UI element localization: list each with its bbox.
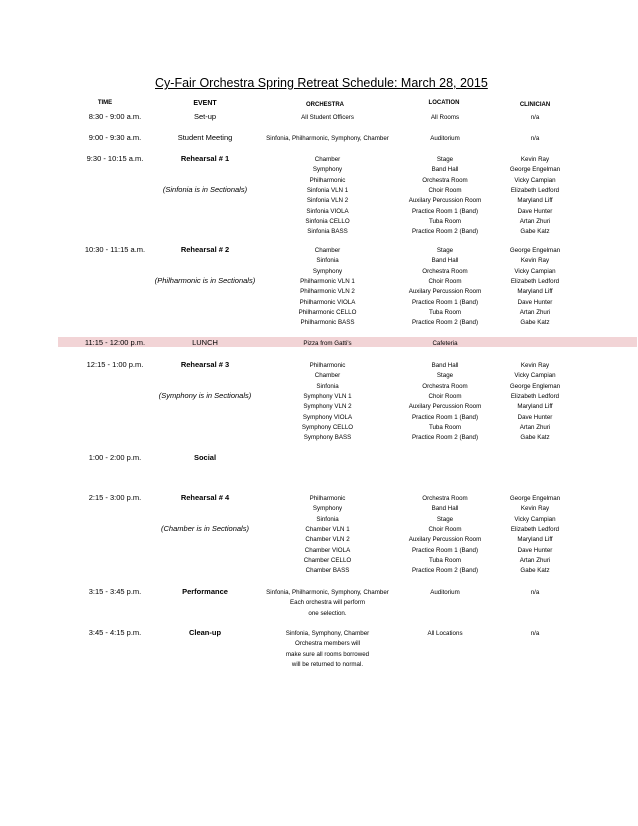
event-note: (Symphony is in Sectionals) <box>158 391 252 400</box>
event-cell: Social <box>193 453 217 462</box>
location-entry: Stage <box>436 372 454 380</box>
location-entry: Auxilary Percussion Room <box>408 197 482 205</box>
event-cell: Student Meeting <box>177 133 233 142</box>
time-cell: 11:15 - 12:00 p.m. <box>84 338 146 347</box>
orchestra-entry: Symphony <box>312 505 343 513</box>
event-cell: Set-up <box>193 112 217 121</box>
location-entry: Practice Room 1 (Band) <box>411 298 479 306</box>
orchestra-entry: Sinfonia BASS <box>307 228 348 236</box>
header-location: LOCATION <box>428 100 460 106</box>
header-orchestra: ORCHESTRA <box>305 102 344 108</box>
location-entry: Auditorium <box>430 135 460 142</box>
clinician-entry: Elizabeth Ledford <box>510 277 560 285</box>
time-cell: 8:30 - 9:00 a.m. <box>88 112 142 121</box>
clinician-entry: Dave Hunter <box>517 546 553 554</box>
location-entry: Tuba Room <box>428 217 462 225</box>
event-cell: Performance <box>182 587 228 596</box>
clinician-entry: Kevin Ray <box>520 257 550 265</box>
location-entry: Practice Room 2 (Band) <box>411 319 479 327</box>
location-entry: Auditorium <box>430 589 460 596</box>
clinician-entry: Vicky Campian <box>514 176 556 184</box>
orchestra-entry: Philharmonic VIOLA <box>299 298 356 306</box>
clinician-entry: Artan Zhuri <box>519 423 551 431</box>
orchestra-entry: Philharmonic CELLO <box>298 308 357 316</box>
location-entry: Orchestra Room <box>422 176 468 184</box>
header-event: EVENT <box>193 100 217 107</box>
clinician-entry: Gabe Katz <box>520 434 550 442</box>
orchestra-entry: Chamber <box>314 372 341 380</box>
clinician-entry: Dave Hunter <box>517 298 553 306</box>
location-entry: All Rooms <box>430 114 460 121</box>
location-entry: Stage <box>436 515 454 523</box>
time-cell: 12:15 - 1:00 p.m. <box>86 360 144 369</box>
clinician-entry: n/a <box>530 589 540 596</box>
clinician-entry: Dave Hunter <box>517 207 553 215</box>
location-entry: Practice Room 2 (Band) <box>411 434 479 442</box>
clinician-entry: Artan Zhuri <box>519 308 551 316</box>
orchestra-entry: Sinfonia <box>316 515 339 523</box>
event-note: (Chamber is in Sectionals) <box>161 524 249 533</box>
header-time: TIME <box>97 100 113 106</box>
event-cell: Rehearsal # 2 <box>180 245 230 254</box>
location-entry: Choir Room <box>428 277 462 285</box>
orchestra-entry: will be returned to normal. <box>291 660 364 668</box>
orchestra-entry: Symphony VLN 2 <box>303 403 352 411</box>
orchestra-entry: Sinfonia CELLO <box>305 217 350 225</box>
clinician-entry: Kevin Ray <box>520 362 550 369</box>
event-cell: LUNCH <box>192 338 218 347</box>
clinician-entry: Vicky Campian <box>514 372 556 380</box>
orchestra-entry: Symphony <box>312 267 343 275</box>
orchestra-entry: Sinfonia <box>316 382 339 390</box>
orchestra-entry: Chamber <box>314 247 341 254</box>
orchestra-entry: Chamber VLN 2 <box>305 536 350 544</box>
location-entry: Auxilary Percussion Room <box>408 288 482 296</box>
location-entry: Cafeteria <box>432 340 458 347</box>
location-entry: Tuba Room <box>428 556 462 564</box>
clinician-entry: Vicky Campian <box>514 515 556 523</box>
location-entry: Orchestra Room <box>422 267 468 275</box>
time-cell: 3:45 - 4:15 p.m. <box>88 628 142 637</box>
clinician-entry: Dave Hunter <box>517 413 553 421</box>
clinician-entry: n/a <box>530 135 540 142</box>
location-entry: Practice Room 1 (Band) <box>411 546 479 554</box>
clinician-entry: Gabe Katz <box>520 567 550 575</box>
orchestra-entry: make sure all rooms borrowed <box>285 650 370 658</box>
time-cell: 2:15 - 3:00 p.m. <box>88 493 142 502</box>
orchestra-entry: Pizza from Gatti's <box>303 340 352 347</box>
event-note: (Philharmonic is in Sectionals) <box>154 276 256 285</box>
time-cell: 1:00 - 2:00 p.m. <box>88 453 142 462</box>
time-cell: 10:30 - 11:15 a.m. <box>84 245 146 254</box>
orchestra-entry: one selection. <box>308 609 347 617</box>
event-cell: Rehearsal # 4 <box>180 493 230 502</box>
event-note: (Sinfonia is in Sectionals) <box>162 185 248 194</box>
header-clinician: CLINICIAN <box>519 102 551 108</box>
clinician-entry: Maryland Liff <box>517 197 553 205</box>
location-entry: Practice Room 1 (Band) <box>411 413 479 421</box>
orchestra-entry: Symphony VLN 1 <box>303 392 352 400</box>
orchestra-entry: Symphony <box>312 166 343 174</box>
orchestra-entry: Orchestra members will <box>295 640 360 648</box>
location-entry: Band Hall <box>431 257 459 265</box>
clinician-entry: Kevin Ray <box>520 505 550 513</box>
location-entry: Practice Room 1 (Band) <box>411 207 479 215</box>
orchestra-entry: Sinfonia, Philharmonic, Symphony, Chamber <box>266 589 389 596</box>
orchestra-entry: All Student Officers <box>301 114 354 121</box>
location-entry: Orchestra Room <box>422 382 468 390</box>
location-entry: Auxilary Percussion Room <box>408 403 482 411</box>
orchestra-entry: Sinfonia, Philharmonic, Symphony, Chamber <box>266 135 389 142</box>
clinician-entry: Maryland Liff <box>517 403 553 411</box>
location-entry: Practice Room 2 (Band) <box>411 228 479 236</box>
location-entry: Tuba Room <box>428 423 462 431</box>
orchestra-entry: Philharmonic <box>309 362 346 369</box>
orchestra-entry: Sinfonia <box>316 257 339 265</box>
orchestra-entry: Chamber VLN 1 <box>305 525 350 533</box>
orchestra-entry: Sinfonia VLN 1 <box>306 186 349 194</box>
orchestra-entry: Chamber BASS <box>305 567 350 575</box>
clinician-entry: Elizabeth Ledford <box>510 186 560 194</box>
clinician-entry: Maryland Liff <box>517 536 553 544</box>
clinician-entry: Gabe Katz <box>520 228 550 236</box>
location-entry: Choir Room <box>428 392 462 400</box>
time-cell: 9:30 - 10:15 a.m. <box>86 154 144 163</box>
clinician-entry: George Engelman <box>509 247 561 254</box>
clinician-entry: Vicky Campian <box>514 267 556 275</box>
orchestra-entry: Philharmonic VLN 1 <box>300 277 355 285</box>
location-entry: Choir Room <box>428 525 462 533</box>
time-cell: 9:00 - 9:30 a.m. <box>88 133 142 142</box>
location-entry: Band Hall <box>431 362 459 369</box>
location-entry: Band Hall <box>431 505 459 513</box>
location-entry: Choir Room <box>428 186 462 194</box>
clinician-entry: Artan Zhuri <box>519 217 551 225</box>
location-entry: Tuba Room <box>428 308 462 316</box>
location-entry: Orchestra Room <box>422 495 468 502</box>
orchestra-entry: Philharmonic <box>309 495 346 502</box>
orchestra-entry: Philharmonic BASS <box>300 319 355 327</box>
clinician-entry: George Engleman <box>509 382 561 390</box>
clinician-entry: George Engelman <box>509 495 561 502</box>
location-entry: Band Hall <box>431 166 459 174</box>
clinician-entry: n/a <box>530 114 540 121</box>
location-entry: Stage <box>436 247 454 254</box>
clinician-entry: Kevin Ray <box>520 156 550 163</box>
orchestra-entry: Chamber <box>314 156 341 163</box>
location-entry: All Locations <box>427 630 463 637</box>
clinician-entry: Elizabeth Ledford <box>510 525 560 533</box>
time-cell: 3:15 - 3:45 p.m. <box>88 587 142 596</box>
orchestra-entry: Sinfonia, Symphony, Chamber <box>285 630 370 637</box>
clinician-entry: Maryland Liff <box>517 288 553 296</box>
clinician-entry: Elizabeth Ledford <box>510 392 560 400</box>
orchestra-entry: Sinfonia VLN 2 <box>306 197 349 205</box>
event-cell: Rehearsal # 3 <box>180 360 230 369</box>
orchestra-entry: Sinfonia VIOLA <box>306 207 349 215</box>
location-entry: Auxilary Percussion Room <box>408 536 482 544</box>
orchestra-entry: Symphony VIOLA <box>302 413 353 421</box>
orchestra-entry: Each orchestra will perform <box>290 599 365 607</box>
clinician-entry: Gabe Katz <box>520 319 550 327</box>
location-entry: Practice Room 2 (Band) <box>411 567 479 575</box>
location-entry: Stage <box>436 156 454 163</box>
clinician-entry: n/a <box>530 630 540 637</box>
event-cell: Clean-up <box>188 628 222 637</box>
orchestra-entry: Symphony CELLO <box>301 423 354 431</box>
clinician-entry: George Engelman <box>509 166 561 174</box>
orchestra-entry: Symphony BASS <box>303 434 352 442</box>
orchestra-entry: Philharmonic VLN 2 <box>300 288 355 296</box>
orchestra-entry: Philharmonic <box>309 176 346 184</box>
page-title: Cy-Fair Orchestra Spring Retreat Schedule: March 28, 2015 <box>155 76 488 90</box>
event-cell: Rehearsal # 1 <box>180 154 230 163</box>
clinician-entry: Artan Zhuri <box>519 556 551 564</box>
orchestra-entry: Chamber CELLO <box>303 556 352 564</box>
orchestra-entry: Chamber VIOLA <box>304 546 351 554</box>
